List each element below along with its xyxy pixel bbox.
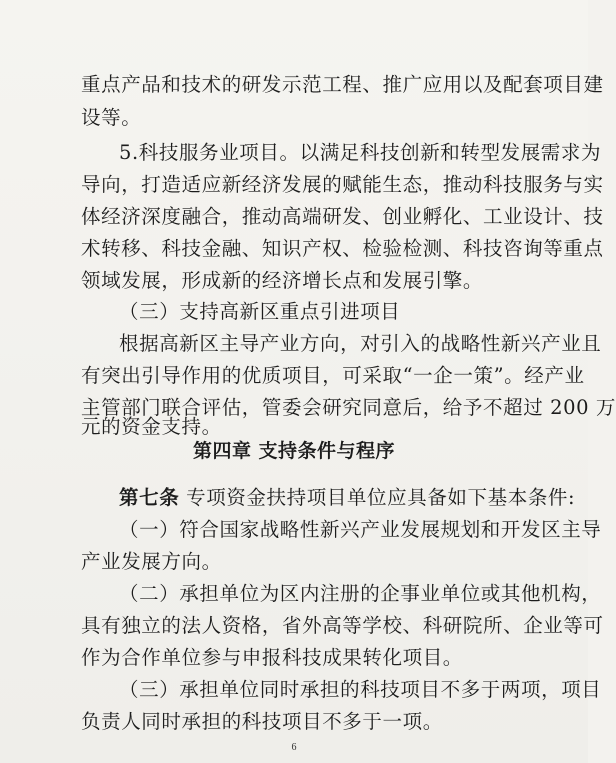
text-line: （三）承担单位同时承担的科技项目不多于两项，项目 [119, 678, 602, 701]
paragraph-line [0, 549, 588, 575]
paragraph-line [0, 709, 588, 735]
text-line: 元的资金支持。 [81, 415, 222, 438]
paragraph-line [0, 72, 604, 98]
paragraph-line [0, 517, 602, 543]
text-line: 重点产品和技术的研发示范工程、推广应用以及配套项目建 [81, 73, 604, 96]
article-line [0, 485, 588, 511]
page-number: 6 [291, 742, 297, 753]
paragraph-line [0, 645, 588, 671]
text-line: （一）符合国家战略性新兴产业发展规划和开发区主导 [119, 518, 602, 541]
paragraph-line [0, 331, 602, 357]
article-text: 专项资金扶持项目单位应具备如下基本条件: [186, 486, 576, 509]
text-line: 术转移、科技金融、知识产权、检验检测、科技咨询等重点 [81, 237, 604, 260]
text-line: 具有独立的法人资格，省外高等学校、科研院所、企业等可 [81, 614, 604, 637]
paragraph-line [0, 677, 602, 703]
text-line: 体经济深度融合，推动高端研发、创业孵化、工业设计、技 [81, 205, 604, 228]
paragraph-line [0, 236, 604, 262]
paragraph-line [0, 613, 604, 639]
paragraph-line [0, 268, 588, 294]
text-line: 根据高新区主导产业方向，对引入的战略性新兴产业且 [119, 332, 602, 355]
paragraph-line [0, 581, 602, 607]
paragraph-line [0, 105, 588, 131]
text-line: 领域发展，形成新的经济增长点和发展引擎。 [81, 269, 484, 292]
paragraph-line [0, 172, 604, 198]
paragraph-line [0, 140, 602, 166]
article-text-line [119, 486, 575, 509]
text-line: 产业发展方向。 [81, 550, 222, 573]
chapter-heading: 第四章 支持条件与程序 [192, 440, 396, 462]
paragraph-line [0, 414, 588, 440]
text-line: 设等。 [81, 106, 142, 129]
text-line: （二）承担单位为区内注册的企事业单位或其他机构， [119, 582, 602, 605]
article-label: 第七条 [119, 486, 180, 509]
text-line: 有突出引导作用的优质项目，可采取“一企一策”。经产业 [81, 364, 585, 387]
paragraph-line [0, 204, 604, 230]
text-line: 作为合作单位参与申报科技成果转化项目。 [81, 646, 463, 669]
section-heading [0, 299, 588, 325]
text-line: （三）支持高新区重点引进项目 [119, 300, 401, 323]
text-line: 负责人同时承担的科技项目不多于一项。 [81, 710, 443, 733]
text-line: 主管部门联合评估，管委会研究同意后，给予不超过 200 万 [81, 396, 616, 419]
text-line: 导向，打造适应新经济发展的赋能生态，推动科技服务与实 [81, 173, 604, 196]
paragraph-line [0, 363, 588, 389]
text-line: 5.科技服务业项目。以满足科技创新和转型发展需求为 [119, 141, 602, 164]
